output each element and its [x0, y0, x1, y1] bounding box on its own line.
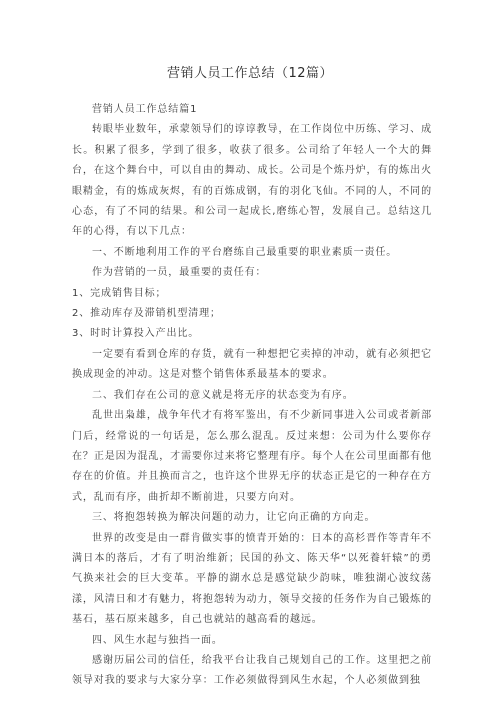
- document-title: 营销人员工作总结（12篇）: [166, 66, 334, 81]
- body-paragraph: 一定要有看到仓库的存货，就有一种想把它卖掉的冲动，就有必须把它换成现金的冲动。这是对整个销售体系最基本的要求。: [72, 348, 432, 381]
- body-paragraph: 二、我们存在公司的意义就是将无序的状态变为有序。: [92, 389, 354, 401]
- body-paragraph: 作为营销的一员，最重要的责任有：: [92, 267, 267, 279]
- body-paragraph: 乱世出枭雄，战争年代才有将军鉴出，有不少新同事进入公司或者新部门后，经常说的一句话是，怎么那么混乱。反过来想：公司为什么要你存在？正是因为混乱，才需要你过来将它整理有序。每个人在公司里面都有他存在的价值。并且换而言之，也许这个世界无序的状态正是它的一种存在方式，乱而有序，曲折却不断前进，只要方向对。: [72, 410, 432, 503]
- document-body: [72, 100, 432, 692]
- list-item: 1、完成销售目标；: [72, 287, 167, 299]
- body-paragraph: 感谢历届公司的信任，给我平台让我自己规划自己的工作。这里把之前领导对我的要求与大家分享：工作必须做得到风生水起，个人必须做到独: [72, 654, 432, 687]
- body-paragraph: 三、将抱怨转换为解决问题的动力，让它向正确的方向走。: [92, 512, 376, 524]
- body-paragraph: 一、不断地利用工作的平台磨练自己最重要的职业素质一责任。: [92, 246, 398, 258]
- section-heading: 营销人员工作总结篇1: [92, 104, 198, 115]
- body-paragraph: 转眼毕业数年，承蒙领导们的谆谆教导，在工作岗位中历练、学习、成长。积累了很多，学到了很多，收获了很多。公司给了年轻人一个大的舞台，在这个舞台中，可以自由的舞动、成长。公司是个炼丹炉，有的炼出火眼精金，有的炼成灰烬，有的百炼成钢，有的羽化飞仙。不同的人，不同的心态，有了不同的结果。和公司一起成长,磨练心智，发展自己。总结这几年的心得，有以下几点：: [72, 124, 432, 238]
- list-item: 3、时时计算投入产出比。: [72, 328, 200, 340]
- body-paragraph: 世界的改变是由一群肯做实事的愤青开始的：日本的高杉晋作等青年不满日本的落后，才有了明治维新；民国的孙文、陈天华“以死養轩辕”的勇气换来社会的巨大变革。平静的湖水总是感觉缺少韵味，唯独湖心波纹荡漾，风清日和才有魅力，将抱怨转为动力，领导交接的任务作为自己锻炼的基石，基石原来越多，自己也就站的越高看的越远。: [72, 532, 432, 626]
- body-paragraph: 四、风生水起与独挡一面。: [92, 634, 223, 646]
- list-item: 2、推动库存及滞销机型清理；: [72, 308, 221, 320]
